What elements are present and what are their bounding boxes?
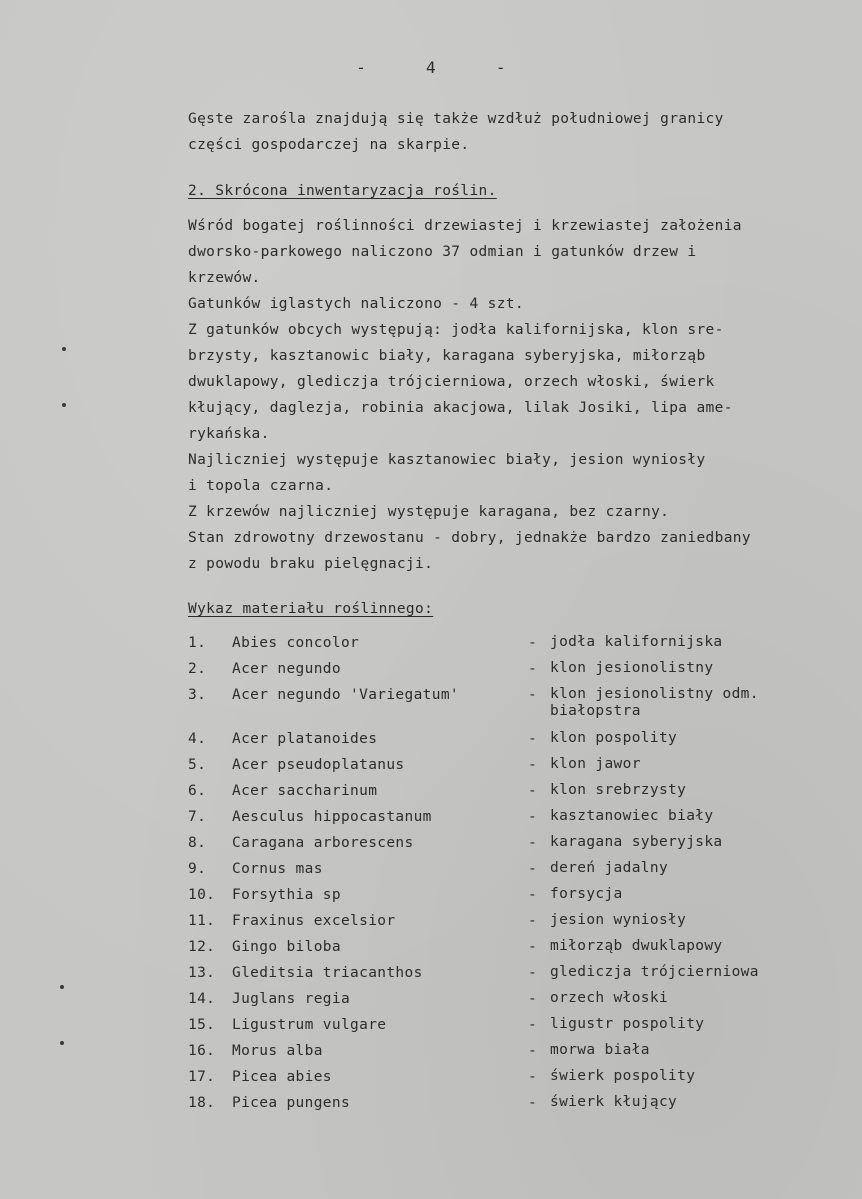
text-line: części gospodarczej na skarpie. xyxy=(188,137,470,153)
item-number: 13. xyxy=(188,965,216,981)
latin-name: Acer negundo xyxy=(232,661,341,677)
item-number: 18. xyxy=(188,1095,216,1111)
separator-dash: - xyxy=(528,939,538,955)
list-item xyxy=(188,778,848,804)
list-item xyxy=(188,1012,848,1038)
separator-dash: - xyxy=(528,1069,538,1085)
latin-name: Abies concolor xyxy=(232,635,360,651)
list-heading-block xyxy=(188,596,848,622)
polish-name: klon srebrzysty xyxy=(550,782,687,798)
list-item xyxy=(188,726,848,752)
page-number: - 4 - xyxy=(356,58,506,77)
text-line: rykańska. xyxy=(188,426,270,442)
list-item xyxy=(188,656,848,682)
polish-name: jodła kalifornijska xyxy=(550,634,723,650)
item-number: 2. xyxy=(188,661,207,677)
list-item xyxy=(188,934,848,960)
polish-name: klon jawor xyxy=(550,756,641,772)
list-item xyxy=(188,1090,848,1116)
section-heading xyxy=(188,178,848,204)
item-number: 8. xyxy=(188,835,207,851)
latin-name: Gleditsia triacanthos xyxy=(232,965,423,981)
polish-name: ligustr pospolity xyxy=(550,1016,705,1032)
item-number: 5. xyxy=(188,757,207,773)
list-item xyxy=(188,882,848,908)
polish-name: świerk pospolity xyxy=(550,1068,696,1084)
item-number: 1. xyxy=(188,635,207,651)
latin-name: Cornus mas xyxy=(232,861,323,877)
polish-name: klon pospolity xyxy=(550,730,678,746)
polish-name: miłorząb dwuklapowy xyxy=(550,938,723,954)
separator-dash: - xyxy=(528,687,538,703)
separator-dash: - xyxy=(528,1017,538,1033)
list-item xyxy=(188,960,848,986)
separator-dash: - xyxy=(528,835,538,851)
text-line: dwuklapowy, glediczja trójcierniowa, orzech włoski, świerk xyxy=(188,374,715,390)
polish-name: jesion wyniosły xyxy=(550,912,687,928)
section-2-heading: 2. Skrócona inwentaryzacja roślin. xyxy=(188,183,497,199)
separator-dash: - xyxy=(528,861,538,877)
latin-name: Fraxinus excelsior xyxy=(232,913,396,929)
intro-paragraph xyxy=(188,106,848,158)
text-line: krzewów. xyxy=(188,270,261,286)
item-number: 4. xyxy=(188,731,207,747)
text-line: brzysty, kasztanowic biały, karagana syberyjska, miłorząb xyxy=(188,348,706,364)
list-item xyxy=(188,682,848,726)
latin-name: Forsythia sp xyxy=(232,887,341,903)
separator-dash: - xyxy=(528,635,538,651)
list-item xyxy=(188,908,848,934)
latin-name: Morus alba xyxy=(232,1043,323,1059)
polish-name: kasztanowiec biały xyxy=(550,808,714,824)
latin-name: Picea abies xyxy=(232,1069,332,1085)
punch-hole-mark xyxy=(60,985,64,989)
separator-dash: - xyxy=(528,809,538,825)
separator-dash: - xyxy=(528,661,538,677)
punch-hole-mark xyxy=(62,403,66,407)
text-line: Gatunków iglastych naliczono - 4 szt. xyxy=(188,296,524,312)
polish-name: glediczja trójcierniowa xyxy=(550,964,759,980)
separator-dash: - xyxy=(528,783,538,799)
item-number: 12. xyxy=(188,939,216,955)
list-item xyxy=(188,856,848,882)
polish-name: dereń jadalny xyxy=(550,860,669,876)
item-number: 16. xyxy=(188,1043,216,1059)
polish-name: orzech włoski xyxy=(550,990,669,1006)
separator-dash: - xyxy=(528,913,538,929)
list-item xyxy=(188,1064,848,1090)
text-line: Z gatunków obcych występują: jodła kalifornijska, klon sre- xyxy=(188,322,724,338)
item-number: 14. xyxy=(188,991,216,1007)
list-item xyxy=(188,804,848,830)
latin-name: Picea pungens xyxy=(232,1095,351,1111)
list-item xyxy=(188,752,848,778)
item-number: 17. xyxy=(188,1069,216,1085)
section-2-body xyxy=(188,213,848,577)
latin-name: Acer saccharinum xyxy=(232,783,378,799)
plant-list-heading: Wykaz materiału roślinnego: xyxy=(188,601,434,617)
polish-name: morwa biała xyxy=(550,1042,650,1058)
polish-name: forsycja xyxy=(550,886,623,902)
separator-dash: - xyxy=(528,887,538,903)
item-number: 6. xyxy=(188,783,207,799)
text-line: Z krzewów najliczniej występuje karagana, bez czarny. xyxy=(188,504,670,520)
plant-list xyxy=(188,630,848,1116)
polish-name: karagana syberyjska xyxy=(550,834,723,850)
text-line: i topola czarna. xyxy=(188,478,334,494)
punch-hole-mark xyxy=(62,347,66,351)
text-line: kłujący, daglezja, robinia akacjowa, lilak Josiki, lipa ame- xyxy=(188,400,733,416)
polish-name: klon jesionolistny xyxy=(550,660,714,676)
text-line: Stan zdrowotny drzewostanu - dobry, jednakże bardzo zaniedbany xyxy=(188,530,751,546)
list-item xyxy=(188,986,848,1012)
list-item xyxy=(188,830,848,856)
item-number: 9. xyxy=(188,861,207,877)
separator-dash: - xyxy=(528,991,538,1007)
separator-dash: - xyxy=(528,757,538,773)
item-number: 7. xyxy=(188,809,207,825)
text-line: dworsko-parkowego naliczono 37 odmian i gatunków drzew i xyxy=(188,244,697,260)
separator-dash: - xyxy=(528,1043,538,1059)
item-number: 3. xyxy=(188,687,207,703)
latin-name: Juglans regia xyxy=(232,991,351,1007)
item-number: 15. xyxy=(188,1017,216,1033)
text-line: Wśród bogatej roślinności drzewiastej i krzewiastej założenia xyxy=(188,218,742,234)
text-line: Najliczniej występuje kasztanowiec biały, jesion wyniosły xyxy=(188,452,706,468)
latin-name: Ligustrum vulgare xyxy=(232,1017,387,1033)
text-line: Gęste zarośla znajdują się także wzdłuż południowej granicy xyxy=(188,111,724,127)
punch-hole-mark xyxy=(60,1041,64,1045)
latin-name: Acer platanoides xyxy=(232,731,378,747)
text-line: z powodu braku pielęgnacji. xyxy=(188,556,434,572)
list-item xyxy=(188,1038,848,1064)
latin-name: Acer pseudoplatanus xyxy=(232,757,405,773)
polish-name: klon jesionolistny odm. białopstra xyxy=(550,686,759,719)
separator-dash: - xyxy=(528,731,538,747)
polish-name: świerk kłujący xyxy=(550,1094,678,1110)
latin-name: Aesculus hippocastanum xyxy=(232,809,432,825)
separator-dash: - xyxy=(528,1095,538,1111)
item-number: 11. xyxy=(188,913,216,929)
list-item xyxy=(188,630,848,656)
latin-name: Acer negundo 'Variegatum' xyxy=(232,687,459,703)
separator-dash: - xyxy=(528,965,538,981)
latin-name: Caragana arborescens xyxy=(232,835,414,851)
item-number: 10. xyxy=(188,887,216,903)
latin-name: Gingo biloba xyxy=(232,939,341,955)
